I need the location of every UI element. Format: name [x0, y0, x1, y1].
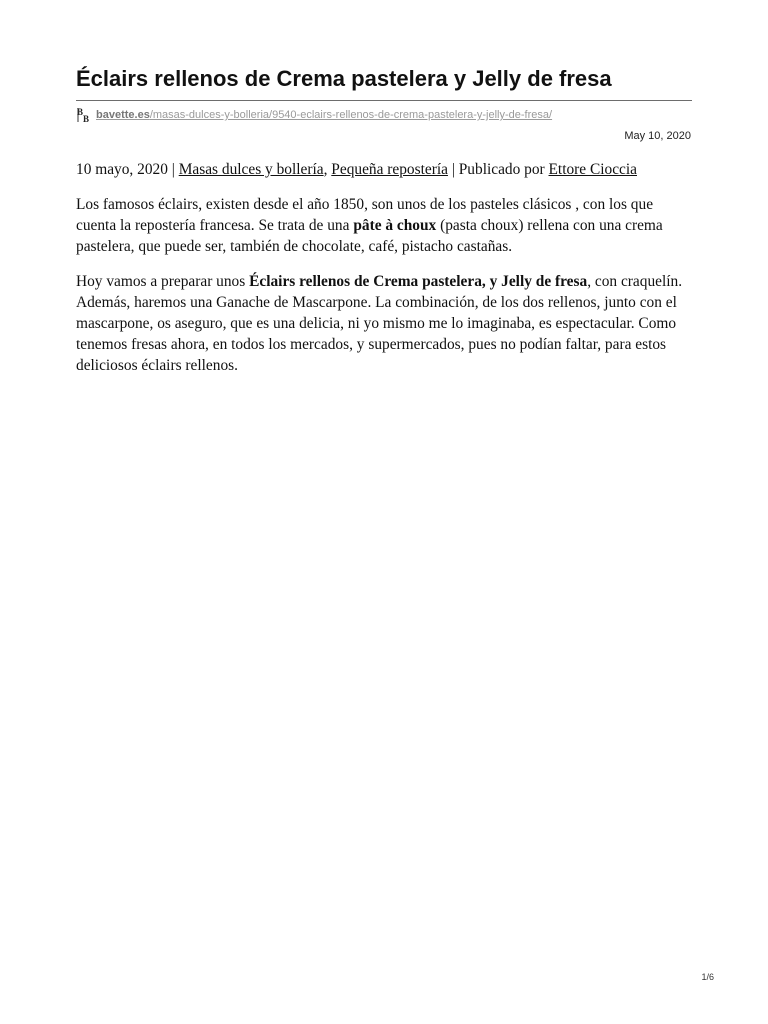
- intro-paragraph: [76, 194, 696, 257]
- site-logo-icon: [76, 107, 92, 123]
- article-title: Éclairs rellenos de Crema pastelera y Jelly de fresa: [76, 66, 612, 91]
- source-link[interactable]: [96, 109, 552, 121]
- post-meta: [76, 159, 696, 180]
- svg-text:B: B: [77, 107, 84, 117]
- article-body: [76, 159, 696, 390]
- recipe-text-2: , con craquelín. Además, haremos una Ganache de Mascarpone. La combinación, de los dos rellenos, junto con el mascarpone, os aseguro, que es una delicia, ni yo mismo me lo imaginaba, es espectacular. Como tenemos fresas ahora, en todos los mercados, y supermercados, pues no podían faltar, para estos deliciosos éclairs rellenos.: [76, 273, 683, 374]
- svg-text:B: B: [83, 114, 90, 123]
- category-link-pequena-reposteria[interactable]: Pequeña repostería: [331, 161, 448, 178]
- recipe-paragraph: [76, 271, 696, 376]
- meta-separator: |: [167, 161, 179, 178]
- title-divider: [76, 100, 692, 101]
- author-link[interactable]: Ettore Cioccia: [548, 161, 637, 178]
- recipe-bold-title: Éclairs rellenos de Crema pastelera, y Jelly de fresa: [249, 273, 588, 290]
- intro-bold-term: pâte à choux: [353, 217, 437, 234]
- recipe-text-1: Hoy vamos a preparar unos: [76, 273, 250, 290]
- intro-text-1: Los famosos éclairs, existen desde el año 1850, son unos de los pasteles clásicos , con los que cuenta la repostería francesa. Se trata de una: [76, 196, 654, 234]
- published-by-label: | Publicado por: [447, 161, 549, 178]
- post-date: 10 mayo, 2020: [76, 161, 168, 178]
- category-separator: ,: [323, 161, 332, 178]
- print-date: May 10, 2020: [624, 130, 691, 142]
- source-line: [76, 106, 552, 124]
- source-path: /masas-dulces-y-bolleria/9540-eclairs-rellenos-de-crema-pastelera-y-jelly-de-fresa/: [149, 109, 553, 121]
- intro-text-2: (pasta choux) rellena con una crema pastelera, que puede ser, también de chocolate, café, pistacho castañas.: [76, 217, 663, 255]
- source-domain: bavette.es: [96, 109, 150, 121]
- page-number: 1/6: [701, 972, 714, 982]
- category-link-masas-dulces[interactable]: Masas dulces y bollería: [178, 161, 324, 178]
